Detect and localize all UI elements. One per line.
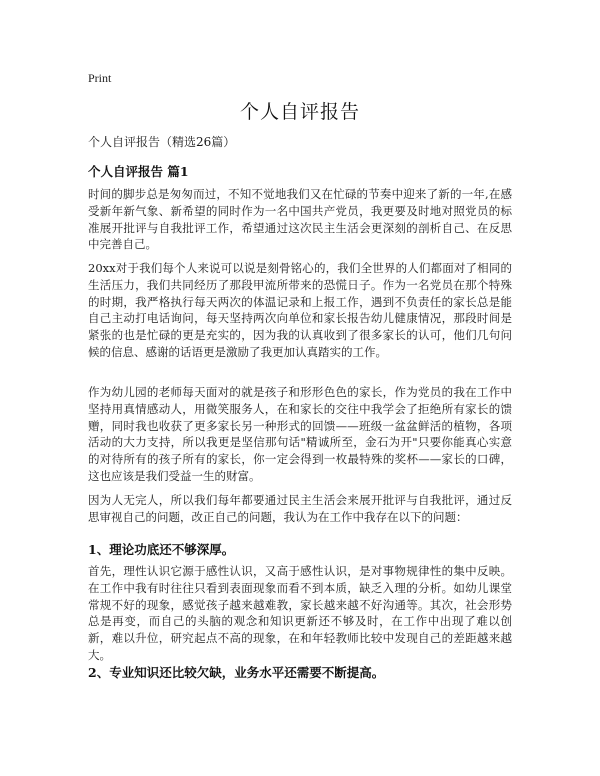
page-title: 个人自评报告 [239, 101, 360, 123]
point-1-heading: 1、理论功底还不够深厚。 [88, 542, 235, 557]
point-2-heading: 2、专业知识还比较欠缺，业务水平还需要不断提高。 [88, 665, 385, 680]
paragraph-2: 20xx对于我们每个人来说可以说是刻骨铭心的，我们全世界的人们都面对了相同的生活压力，我们共同经历了那段甲流所带来的恐慌日子。作为一名党员在那个特殊的时期，我严格执行每天两次的体温记录和上报工作，遇到不负责任的家长总是能自己主动打电话询问，每天坚持两次向单位和家长报告幼儿健康情况，那段时间是紧张的也是忙碌的更是充实的，因为我的认真收到了很多家长的认可，他们几句问候的信息、感谢的话语更是激励了我更加认真踏实的工作。 [88, 261, 512, 359]
section-heading: 个人自评报告 篇1 [88, 164, 189, 179]
point-1-paragraph: 首先，理性认识它源于感性认识，又高于感性认识，是对事物规律性的集中反映。在工作中我有时往往只看到表面现象而看不到本质，缺乏入理的分析。如幼儿课堂常规不好的现象，感觉孩子越来越难教，家长越来越不好沟通等。其次，社会形势总是再变，而自己的头脑的观念和知识更新还不够及时，在工作中出现了难以创新，难以升位，研究起点不高的现象，在和年轻教师比较中发现自己的差距越来越大。 [88, 564, 512, 662]
document-subtitle: 个人自评报告（精选26篇） [88, 135, 236, 149]
paragraph-4: 因为人无完人，所以我们每年都要通过民主生活会来展开批评与自我批评，通过反思审视自己的问题，改正自己的问题，我认为在工作中我存在以下的问题： [88, 493, 512, 524]
print-label: Print [88, 71, 112, 85]
paragraph-1: 时间的脚步总是匆匆而过，不知不觉地我们又在忙碌的节奏中迎来了新的一年,在感受新年新气象、新希望的同时作为一名中国共产党员，我更要及时地对照党员的标准展开批评与自我批评工作，希望通过这次民主生活会更深刻的剖析自己、在反思中完善自己。 [88, 187, 512, 252]
paragraph-3: 作为幼儿园的老师每天面对的就是孩子和形形色色的家长，作为党员的我在工作中坚持用真情感动人，用微笑服务人，在和家长的交往中我学会了拒绝所有家长的馈赠，同时我也收获了更多家长另一种形式的回馈——班级一盆盆鲜活的植物，各项活动的大力支持，所以我更是坚信那句话"精诚所至，金石为开"只要你能真心实意的对待所有的孩子所有的家长，你一定会得到一枚最特殊的奖杯——家长的口碑，这也应该是我们受益一生的财富。 [88, 385, 512, 483]
